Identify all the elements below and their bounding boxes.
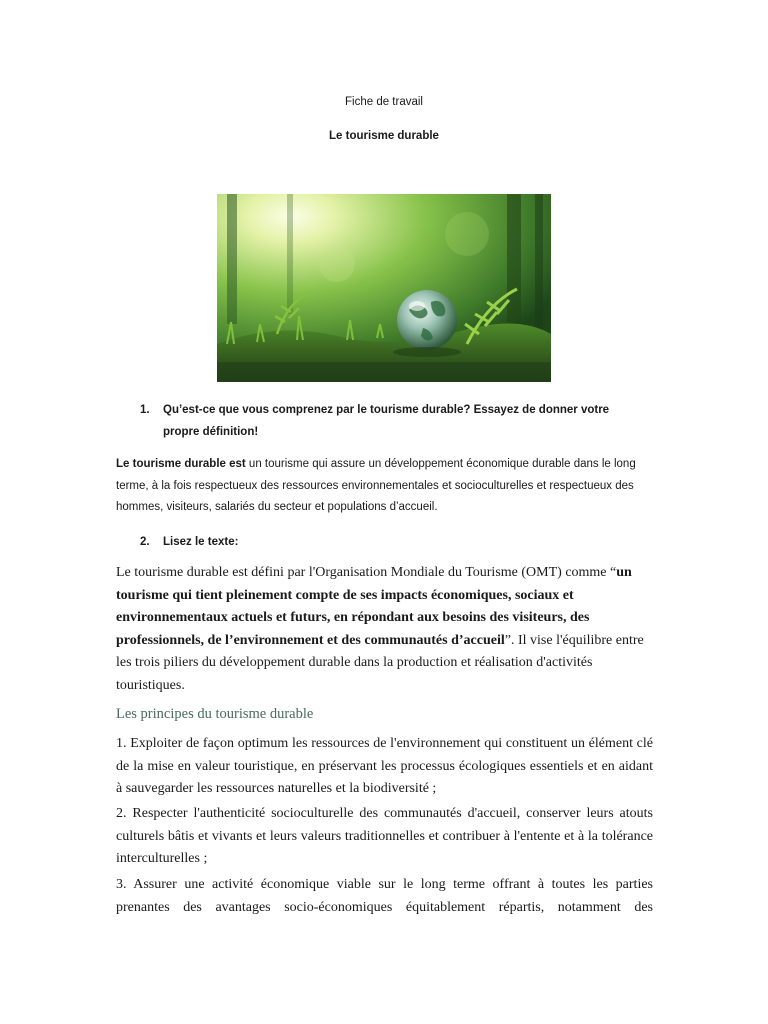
page-title: Le tourisme durable [329, 130, 439, 142]
worksheet-label: Fiche de travail [345, 96, 423, 108]
question-1-number: 1. [140, 404, 150, 416]
definition-text: un tourisme qui assure un développement économique durable dans le long terme, à la fois respectueux des ressources environnementales et socioculturelles et respectueux des hommes, visiteurs, salariés du secteur et populations d’accueil. [116, 458, 636, 513]
forest-globe-photo [217, 194, 551, 382]
omt-intro: Le tourisme durable est défini par l'Organisation Mondiale du Tourisme (OMT) comme “ [116, 565, 617, 580]
omt-quote: un tourisme qui tient pleinement compte de ses impacts économiques, sociaux et environnementaux actuels et futurs, en répondant aux besoins des visiteurs, des professionnels, de l’environnement et des communautés d’accueil [116, 565, 632, 648]
question-2-number: 2. [140, 536, 150, 548]
principle-item-2: 2. Respecter l'authenticité socioculturelle des communautés d'accueil, conserver leurs atouts culturels bâtis et vivants et leurs valeurs traditionnelles et contribuer à l'entente et à la tolérance interculturelles ; [116, 806, 653, 867]
principle-item-3: 3. Assurer une activité économique viable sur le long terme offrant à toutes les parties prenantes des avantages socio-économiques équitablement répartis, notamment des [116, 877, 653, 915]
question-2-text: Lisez le texte: [163, 536, 239, 548]
definition-paragraph [116, 454, 656, 519]
principle-item-1: 1. Exploiter de façon optimum les ressources de l'environnement qui constituent un élément clé de la mise en valeur touristique, en préservant les processus écologiques essentiels et en aidant à sauvegarder les ressources naturelles et la biodiversité ; [116, 736, 653, 797]
definition-bold: Le tourisme durable est [116, 458, 246, 470]
question-1-text: Qu’est-ce que vous comprenez par le tourisme durable? Essayez de donner votre propre définition! [163, 404, 610, 438]
principles-heading: Les principes du tourisme durable [116, 706, 314, 722]
omt-after-quote: ”. Il vise l'équilibre entre les trois piliers du développement durable dans la production et réalisation d'activités touristiques. [116, 632, 644, 693]
omt-definition-paragraph [116, 562, 653, 698]
